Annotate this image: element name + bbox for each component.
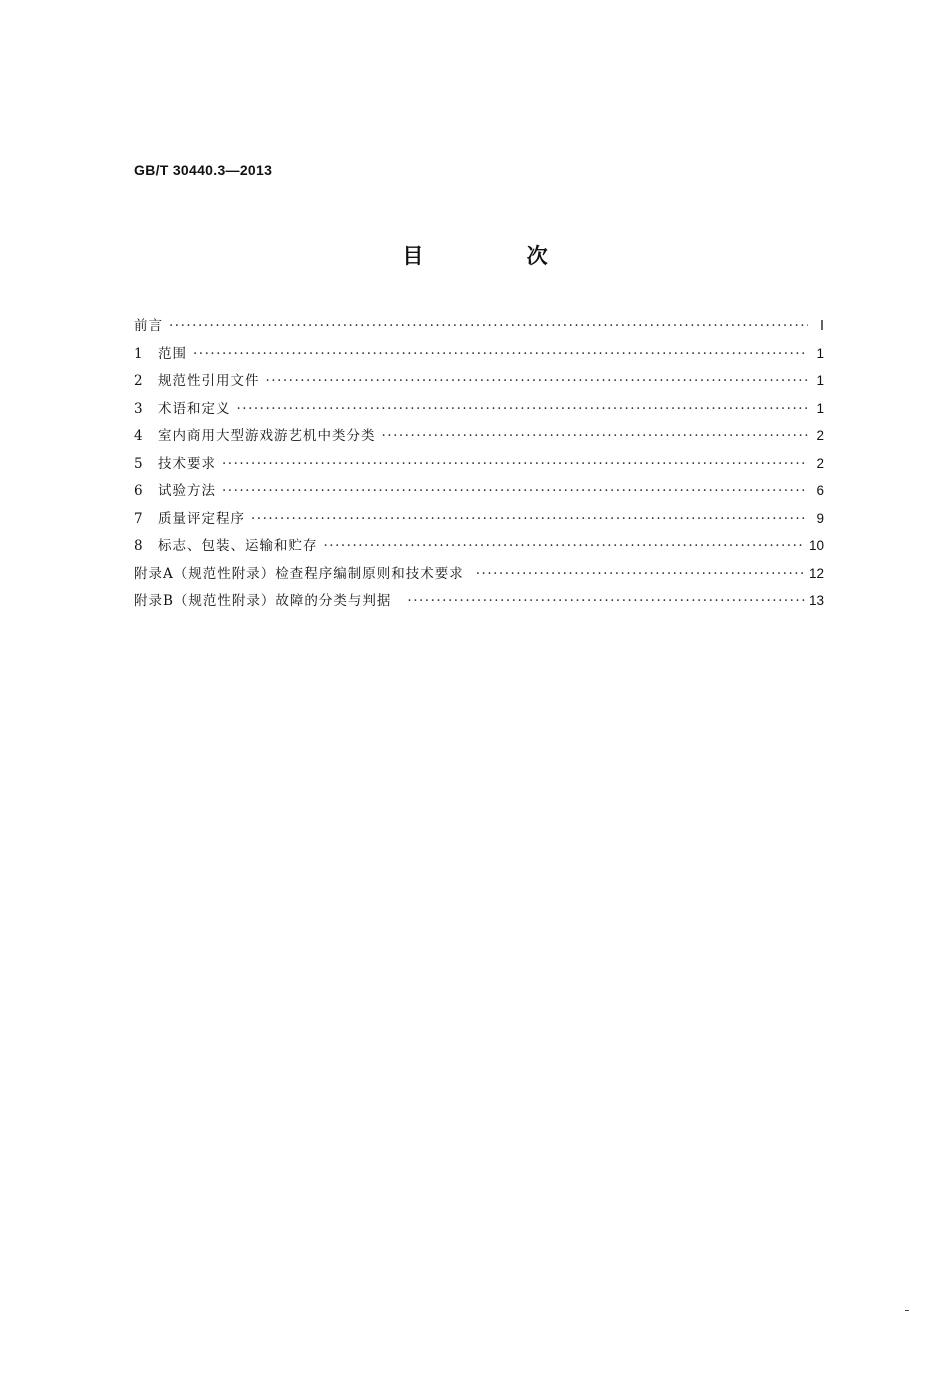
toc-entry-page: 1 (816, 345, 824, 361)
scan-artifact-mark (905, 1310, 909, 1311)
toc-entry-annex-b[interactable] (134, 587, 824, 615)
toc-entry-page: 1 (816, 373, 824, 388)
toc-dot-leader (169, 313, 808, 341)
toc-entry-title: 附录B（规范性附录）故障的分类与判据 (134, 593, 392, 609)
toc-entry-page: 13 (808, 593, 824, 608)
toc-entry-number: 8 (134, 538, 143, 554)
toc-entry-page: Ⅰ (820, 318, 824, 333)
toc-entry-title: 规范性引用文件 (158, 373, 260, 389)
toc-dot-leader (251, 506, 808, 534)
toc-dot-leader (476, 561, 805, 589)
toc-entry-title: 室内商用大型游戏游艺机中类分类 (158, 428, 376, 444)
table-of-contents (134, 312, 824, 615)
toc-entry-title: 标志、包装、运输和贮存 (158, 538, 318, 554)
page-title: 目 次 (402, 244, 596, 268)
toc-entry-page: 6 (816, 483, 824, 498)
toc-entry-number: 4 (134, 428, 143, 444)
toc-dot-leader (266, 368, 809, 396)
toc-dot-leader (407, 588, 805, 616)
toc-entry-quality-assessment[interactable] (134, 505, 824, 533)
toc-entry-title: 术语和定义 (158, 400, 231, 417)
toc-entry-page: 10 (808, 538, 824, 553)
toc-entry-classification[interactable] (134, 422, 824, 450)
toc-entry-page: 12 (808, 565, 824, 581)
toc-entry-title: 范围 (158, 345, 187, 362)
toc-entry-number: 2 (134, 373, 143, 389)
toc-entry-foreword[interactable] (134, 312, 824, 340)
toc-entry-test-methods[interactable] (134, 477, 824, 505)
toc-dot-leader (237, 396, 809, 424)
toc-dot-leader (222, 478, 808, 506)
toc-entry-number: 1 (134, 345, 143, 362)
toc-entry-title: 前言 (134, 318, 163, 334)
toc-entry-title: 质量评定程序 (158, 510, 245, 527)
toc-entry-title: 试验方法 (158, 483, 216, 499)
toc-entry-number: 7 (134, 510, 143, 527)
toc-entry-marking-packaging[interactable] (134, 532, 824, 560)
toc-entry-title: 附录A（规范性附录）检查程序编制原则和技术要求 (134, 565, 464, 582)
toc-entry-number: 6 (134, 483, 143, 499)
toc-dot-leader (222, 451, 808, 479)
toc-dot-leader (193, 341, 808, 369)
toc-entry-scope[interactable] (134, 340, 824, 368)
toc-entry-terms-definitions[interactable] (134, 395, 824, 423)
standard-code: GB/T 30440.3—2013 (134, 162, 273, 178)
toc-entry-page: 2 (816, 428, 824, 443)
toc-entry-number: 5 (134, 455, 143, 472)
toc-entry-number: 3 (134, 400, 143, 417)
toc-entry-annex-a[interactable] (134, 560, 824, 588)
toc-dot-leader (324, 533, 805, 561)
toc-entry-page: 9 (816, 510, 824, 526)
toc-entry-normative-references[interactable] (134, 367, 824, 395)
toc-entry-technical-requirements[interactable] (134, 450, 824, 478)
toc-entry-title: 技术要求 (158, 455, 216, 472)
toc-dot-leader (382, 423, 809, 451)
toc-entry-page: 1 (816, 400, 824, 416)
toc-entry-page: 2 (816, 455, 824, 471)
